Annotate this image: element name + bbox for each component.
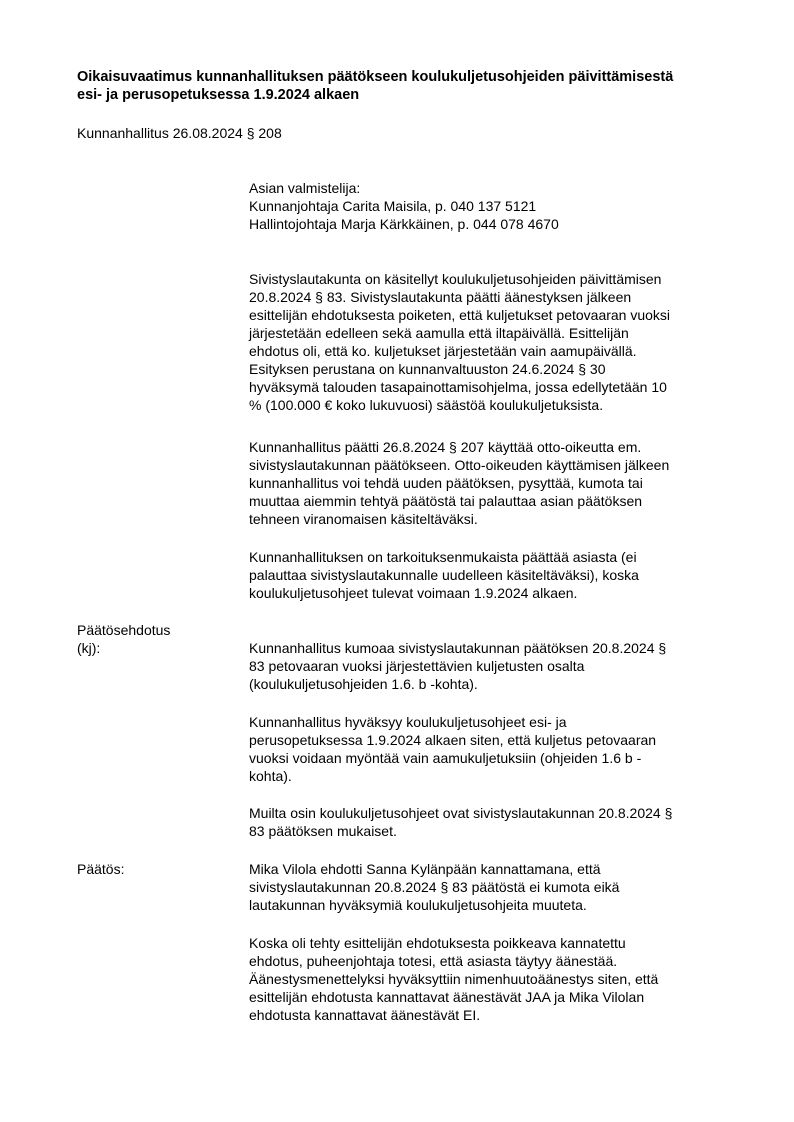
text-line: Esityksen perustana on kunnanvaltuuston 24.6.2024 § 30 — [249, 361, 606, 377]
document-title — [77, 68, 747, 104]
text-line: % (100.000 € koko lukuvuosi) säästöä koulukuljetuksista. — [249, 397, 604, 413]
proposal-paragraph — [249, 713, 739, 785]
text-line: 83 petovaaran vuoksi järjestettävien kuljetusten osalta — [249, 658, 585, 674]
text-line: kunnanhallitus voi tehdä uuden päätöksen, pysyttää, kumota tai — [249, 475, 643, 491]
text-line: tehneen viranomaisen käsiteltäväksi. — [249, 511, 478, 527]
text-line: muuttaa aiemmin tehtyä päätöstä tai palauttaa asian päätöksen — [249, 493, 643, 509]
text-line: järjestetään edelleen sekä aamulla että iltapäivällä. Esittelijän — [249, 325, 629, 341]
decision-label: Päätös: — [77, 861, 125, 877]
text-line: ehdotus, puheenjohtaja totesi, että asiasta täytyy äänestää. — [249, 953, 618, 969]
meeting-reference: Kunnanhallitus 26.08.2024 § 208 — [77, 125, 282, 141]
proposal-label-line: (kj): — [77, 640, 101, 656]
text-line: esittelijän ehdotusta kannattavat äänestävät JAA ja Mika Vilolan — [249, 989, 645, 1005]
decision-paragraph — [249, 860, 739, 914]
text-line: Äänestysmenettelyksi hyväksyttiin nimenhuutoäänestys siten, että — [249, 971, 659, 987]
title-line: esi- ja perusopetuksessa 1.9.2024 alkaen — [77, 87, 360, 103]
text-line: Kunnanhallituksen on tarkoituksenmukaista päättää asiasta (ei — [249, 549, 637, 565]
text-line: Sivistyslautakunta on käsitellyt koulukuljetusohjeiden päivittämisen — [249, 271, 662, 287]
text-line: hyväksymä talouden tasapainottamisohjelma, jossa edellytetään 10 — [249, 379, 667, 395]
preparer-block — [249, 179, 739, 233]
text-line: 83 päätöksen mukaiset. — [249, 823, 397, 839]
proposal-label — [77, 621, 170, 657]
text-line: (koulukuljetusohjeiden 1.6. b -kohta). — [249, 676, 478, 692]
text-line: ehdotus oli, että ko. kuljetukset järjestetään vain aamupäivällä. — [249, 343, 637, 359]
text-line: ehdotusta kannattavat äänestävät EI. — [249, 1007, 481, 1023]
proposal-paragraph — [249, 639, 739, 693]
text-line: vuoksi voidaan myöntää vain aamukuljetuksiin (ohjeiden 1.6 b - — [249, 750, 642, 766]
text-line: kohta). — [249, 768, 292, 784]
text-line: 20.8.2024 § 83. Sivistyslautakunta päätti äänestyksen jälkeen — [249, 289, 632, 305]
text-line: sivistyslautakunnan päätökseen. Otto-oikeuden käyttämisen jälkeen — [249, 457, 670, 473]
text-line: Kunnanhallitus hyväksyy koulukuljetusohjeet esi- ja — [249, 714, 567, 730]
text-line: palauttaa sivistyslautakunnalle uudelleen käsiteltäväksi), koska — [249, 567, 639, 583]
text-line: Muilta osin koulukuljetusohjeet ovat sivistyslautakunnan 20.8.2024 § — [249, 805, 673, 821]
text-line: Koska oli tehty esittelijän ehdotuksesta poikkeava kannatettu — [249, 935, 626, 951]
preparer-line: Kunnanjohtaja Carita Maisila, p. 040 137 5121 — [249, 198, 537, 214]
text-line: Kunnanhallitus kumoaa sivistyslautakunnan päätöksen 20.8.2024 § — [249, 640, 667, 656]
text-line: koulukuljetusohjeet tulevat voimaan 1.9.2024 alkaen. — [249, 585, 578, 601]
text-line: lautakunnan hyväksymiä koulukuljetusohjeita muuteta. — [249, 897, 587, 913]
proposal-paragraph — [249, 804, 739, 840]
text-line: Kunnanhallitus päätti 26.8.2024 § 207 käyttää otto-oikeutta em. — [249, 439, 642, 455]
text-line: esittelijän ehdotuksesta poiketen, että kuljetukset petovaaran vuoksi — [249, 307, 671, 323]
proposal-label-line: Päätösehdotus — [77, 622, 171, 638]
background-paragraph — [249, 438, 739, 528]
text-line: perusopetuksessa 1.9.2024 alkaen siten, että kuljetus petovaaran — [249, 732, 657, 748]
text-line: sivistyslautakunnan 20.8.2024 § 83 päätöstä ei kumota eikä — [249, 879, 620, 895]
preparer-heading: Asian valmistelija: — [249, 180, 361, 196]
decision-paragraph — [249, 934, 739, 1024]
background-paragraph — [249, 548, 739, 602]
title-line: Oikaisuvaatimus kunnanhallituksen päätökseen koulukuljetusohjeiden päivittämisestä — [77, 69, 674, 85]
background-paragraph — [249, 270, 739, 414]
text-line: Mika Vilola ehdotti Sanna Kylänpään kannattamana, että — [249, 861, 601, 877]
preparer-line: Hallintojohtaja Marja Kärkkäinen, p. 044 078 4670 — [249, 216, 559, 232]
